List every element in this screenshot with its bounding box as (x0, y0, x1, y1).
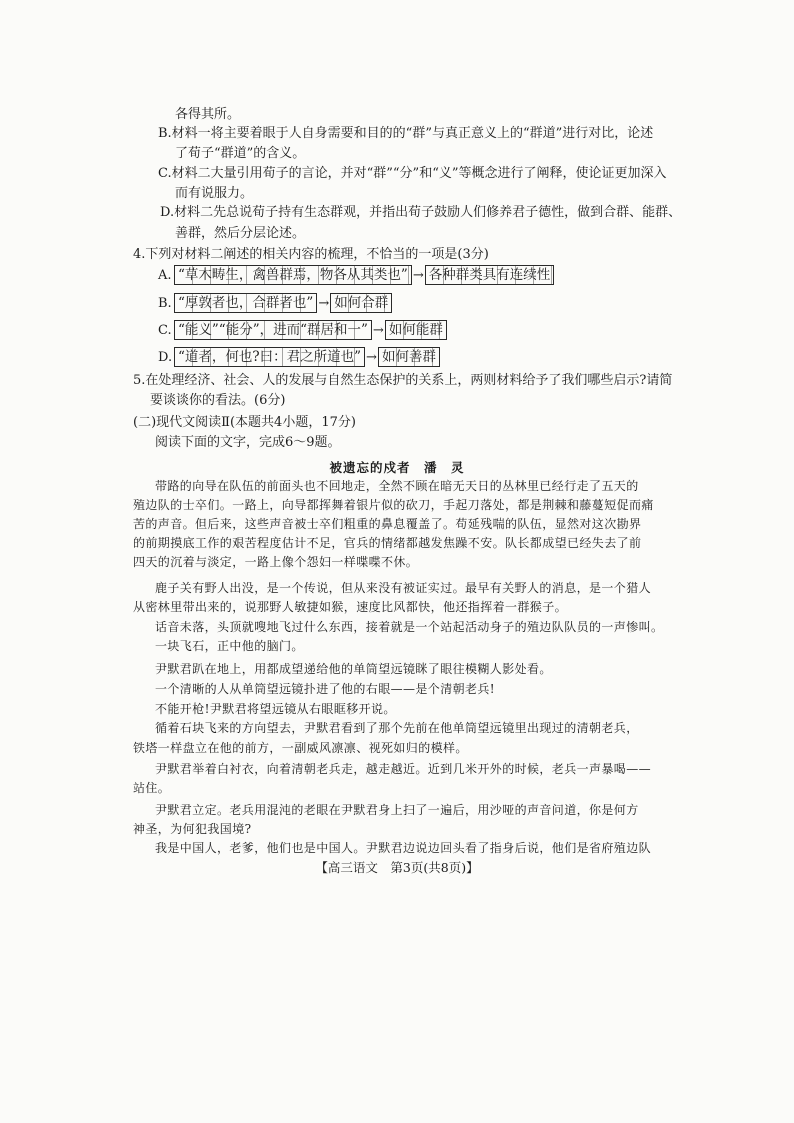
option-row-d[interactable] (158, 346, 440, 368)
story-paragraph-line: 我是中国人，老爹，他们也是中国人。尹默君边说边回头看了指身后说，他们是省府殖边队 (155, 841, 652, 855)
question-text-line: 善群，然后分层论述。 (175, 226, 306, 241)
story-paragraph-line: 话音未落，头顶就嗖地飞过什么东西，接着就是一个站起活动身子的殖边队队员的一声惨叫。 (155, 620, 664, 634)
story-paragraph-line: 一块飞石，正中他的脑门。 (155, 639, 304, 653)
story-paragraph-line: 尹默君立定。老兵用混沌的老眼在尹默君身上扫了一遍后，用沙哑的声音问道，你是何方 (155, 803, 639, 817)
option-summary-box: 各种群类具有连续性 (425, 265, 555, 285)
article-title: 被遗忘的戍者 潘 灵 (329, 460, 465, 475)
story-paragraph-line: 站住。 (133, 781, 171, 795)
option-row-c[interactable] (158, 319, 447, 341)
question-text-line: 4.下列对材料二阐述的相关内容的梳理，不恰当的一项是(3分) (133, 247, 489, 262)
story-paragraph-line: 从密林里带出来的，说那野人敏捷如猴，速度比风都快，他还指挥着一群猴子。 (133, 600, 568, 614)
story-paragraph-line: 尹默君趴在地上，用都成望递给他的单筒望远镜眯了眼往模糊人影处看。 (155, 662, 552, 676)
arrow-right-icon: → (412, 267, 424, 283)
option-letter: B. (158, 295, 172, 311)
arrow-right-icon: → (318, 295, 330, 311)
question-text-line: C.材料二大量引用荀子的言论，并对“群”“分”和“义”等概念进行了阐释，使论证更加深入 (158, 166, 667, 181)
story-paragraph-line: 神圣，为何犯我国境? (133, 822, 252, 836)
story-paragraph-line: 循着石块飞来的方向望去，尹默君看到了那个先前在他单筒望远镜里出现过的清朝老兵， (155, 721, 639, 735)
arrow-right-icon: → (372, 322, 384, 338)
arrow-right-icon: → (366, 349, 377, 365)
story-paragraph-line: 殖边队的士卒们。一路上，向导都挥舞着银片似的砍刀，手起刀落处，都是荆棘和藤蔓短促而痛 (133, 498, 654, 512)
option-summary-box: 如何能群 (385, 320, 447, 340)
question-text-line: 而有说服力。 (175, 186, 254, 201)
story-paragraph-line: 鹿子关有野人出没，是一个传说，但从来没有被证实过。最早有关野人的消息，是一个猎人 (155, 581, 652, 595)
story-paragraph-line: 四天的沉着与淡定，一路上像个怨妇一样喋喋不休。 (133, 555, 419, 569)
question-text-line: D.材料二先总说荀子持有生态群观，并指出荀子鼓励人们修养君子德性，做到合群、能群、 (160, 205, 682, 220)
story-paragraph-line: 铁塔一样盘立在他的前方，一副威风凛凛、视死如归的模样。 (133, 741, 468, 755)
option-letter: A. (158, 267, 172, 283)
question-text-line: B.材料一将主要着眼于人自身需要和目的的“群”与真正意义上的“群道”进行对比，论述 (158, 126, 654, 141)
question-text-line: (二)现代文阅读Ⅱ(本题共4小题，17分) (133, 415, 356, 430)
story-paragraph-line: 带路的向导在队伍的前面头也不回地走，全然不顾在暗无天日的丛林里已经行走了五天的 (155, 479, 639, 493)
page-footer: 【高三语文 第3页(共8页)】 (315, 860, 479, 875)
story-paragraph-line: 苦的声音。但后来，这些声音被士卒们粗重的鼻息覆盖了。苟延残喘的队伍，显然对这次勘界 (133, 517, 642, 531)
option-quote-box: “道者，何也?曰：君之所道也” (174, 347, 365, 367)
option-letter: C. (158, 322, 172, 338)
story-paragraph-line: 不能开枪!尹默君将望远镜从右眼眶移开说。 (155, 702, 396, 716)
option-row-a[interactable] (158, 264, 554, 286)
option-quote-box: “草木畴生，禽兽群焉，物各从其类也” (174, 265, 412, 285)
story-paragraph-line: 尹默君举着白衬衣，向着清朝老兵走，越走越近。近到几米开外的时候，老兵一声暴喝—— (155, 762, 652, 776)
option-quote-box: “能义”“能分”，进而“群居和一” (174, 320, 372, 340)
option-summary-box: 如何合群 (330, 293, 392, 313)
question-text-line: 各得其所。 (175, 107, 241, 122)
question-text-line: 要谈谈你的看法。(6分) (150, 393, 286, 408)
question-text-line: 阅读下面的文字，完成6～9题。 (155, 435, 341, 450)
question-text-line: 5.在处理经济、社会、人的发展与自然生态保护的关系上，两则材料给予了我们哪些启示?请简 (133, 373, 673, 388)
story-paragraph-line: 一个清晰的人从单筒望远镜扑进了他的右眼——是个清朝老兵! (155, 682, 496, 696)
option-letter: D. (158, 349, 173, 365)
question-text-line: 了荀子“群道”的含义。 (175, 146, 306, 161)
option-quote-box: “厚敦者也，合群者也” (174, 293, 317, 313)
option-summary-box: 如何善群 (378, 347, 440, 367)
story-paragraph-line: 的前期摸底工作的艰苦程度估计不足，官兵的情绪都越发焦躁不安。队长都成望已经失去了前 (133, 536, 642, 550)
option-row-b[interactable] (158, 292, 392, 314)
